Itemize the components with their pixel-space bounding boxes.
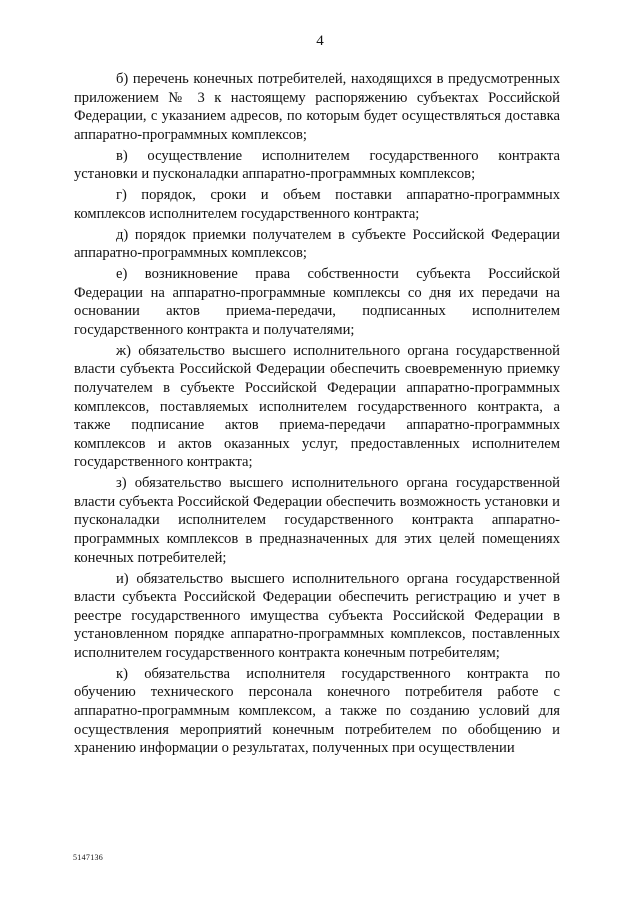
paragraph-z: з) обязательство высшего исполнительного органа государственной власти субъекта Российской Федерации обеспечить возможность установки и пусконаладки исполнителем государственного контракта аппаратно-программных комплексов в предназначенных для этих целей помещениях конечных потребителей; — [74, 475, 560, 566]
paragraph-b: б) перечень конечных потребителей, находящихся в предусмотренных приложением № 3 к настоящему распоряжению субъектах Российской Федерации, с указанием адресов, по которым будет осуществляться доставка аппаратно-программных комплексов; — [74, 71, 560, 143]
paragraph-i: и) обязательство высшего исполнительного органа государственной власти субъекта Российской Федерации обеспечить регистрацию и учет в реестре государственного имущества субъекта Российской Федерации в установленном порядке аппаратно-программных комплексов, поставленных исполнителем государственного контракта конечным потребителям; — [74, 570, 560, 661]
document-body — [74, 70, 560, 760]
page-number: 4 — [316, 33, 324, 49]
paragraph-e: е) возникновение права собственности субъекта Российской Федерации на аппаратно-программные комплексы со дня их передачи на основании актов приема-передачи, подписанных исполнителем государственного контракта и получателями; — [74, 266, 560, 338]
paragraph-g: г) порядок, сроки и объем поставки аппаратно-программных комплексов исполнителем государственного контракта; — [74, 187, 560, 222]
document-code: 5147136 — [73, 853, 104, 862]
paragraph-k: к) обязательства исполнителя государственного контракта по обучению технического персонала конечного потребителя работе с аппаратно-программным комплексом, а также по созданию условий для осуществления мероприятий конечным потребителем по обобщению и хранению информации о результатах, полученных при осуществлении — [74, 665, 560, 757]
paragraph-v: в) осуществление исполнителем государственного контракта установки и пусконаладки аппаратно-программных комплексов; — [74, 147, 560, 183]
paragraph-zh: ж) обязательство высшего исполнительного органа государственной власти субъекта Российской Федерации обеспечить своевременную приемку получателем в субъекте Российской Федерации аппаратно-программных комплексов, поставляемых исполнителем государственного контракта, а также подписание актов приема-передачи аппаратно-программных комплексов и актов оказанных услуг, предоставленных исполнителем государственного контракта; — [74, 342, 560, 471]
paragraph-d: д) порядок приемки получателем в субъекте Российской Федерации аппаратно-программных комплексов; — [74, 226, 560, 262]
